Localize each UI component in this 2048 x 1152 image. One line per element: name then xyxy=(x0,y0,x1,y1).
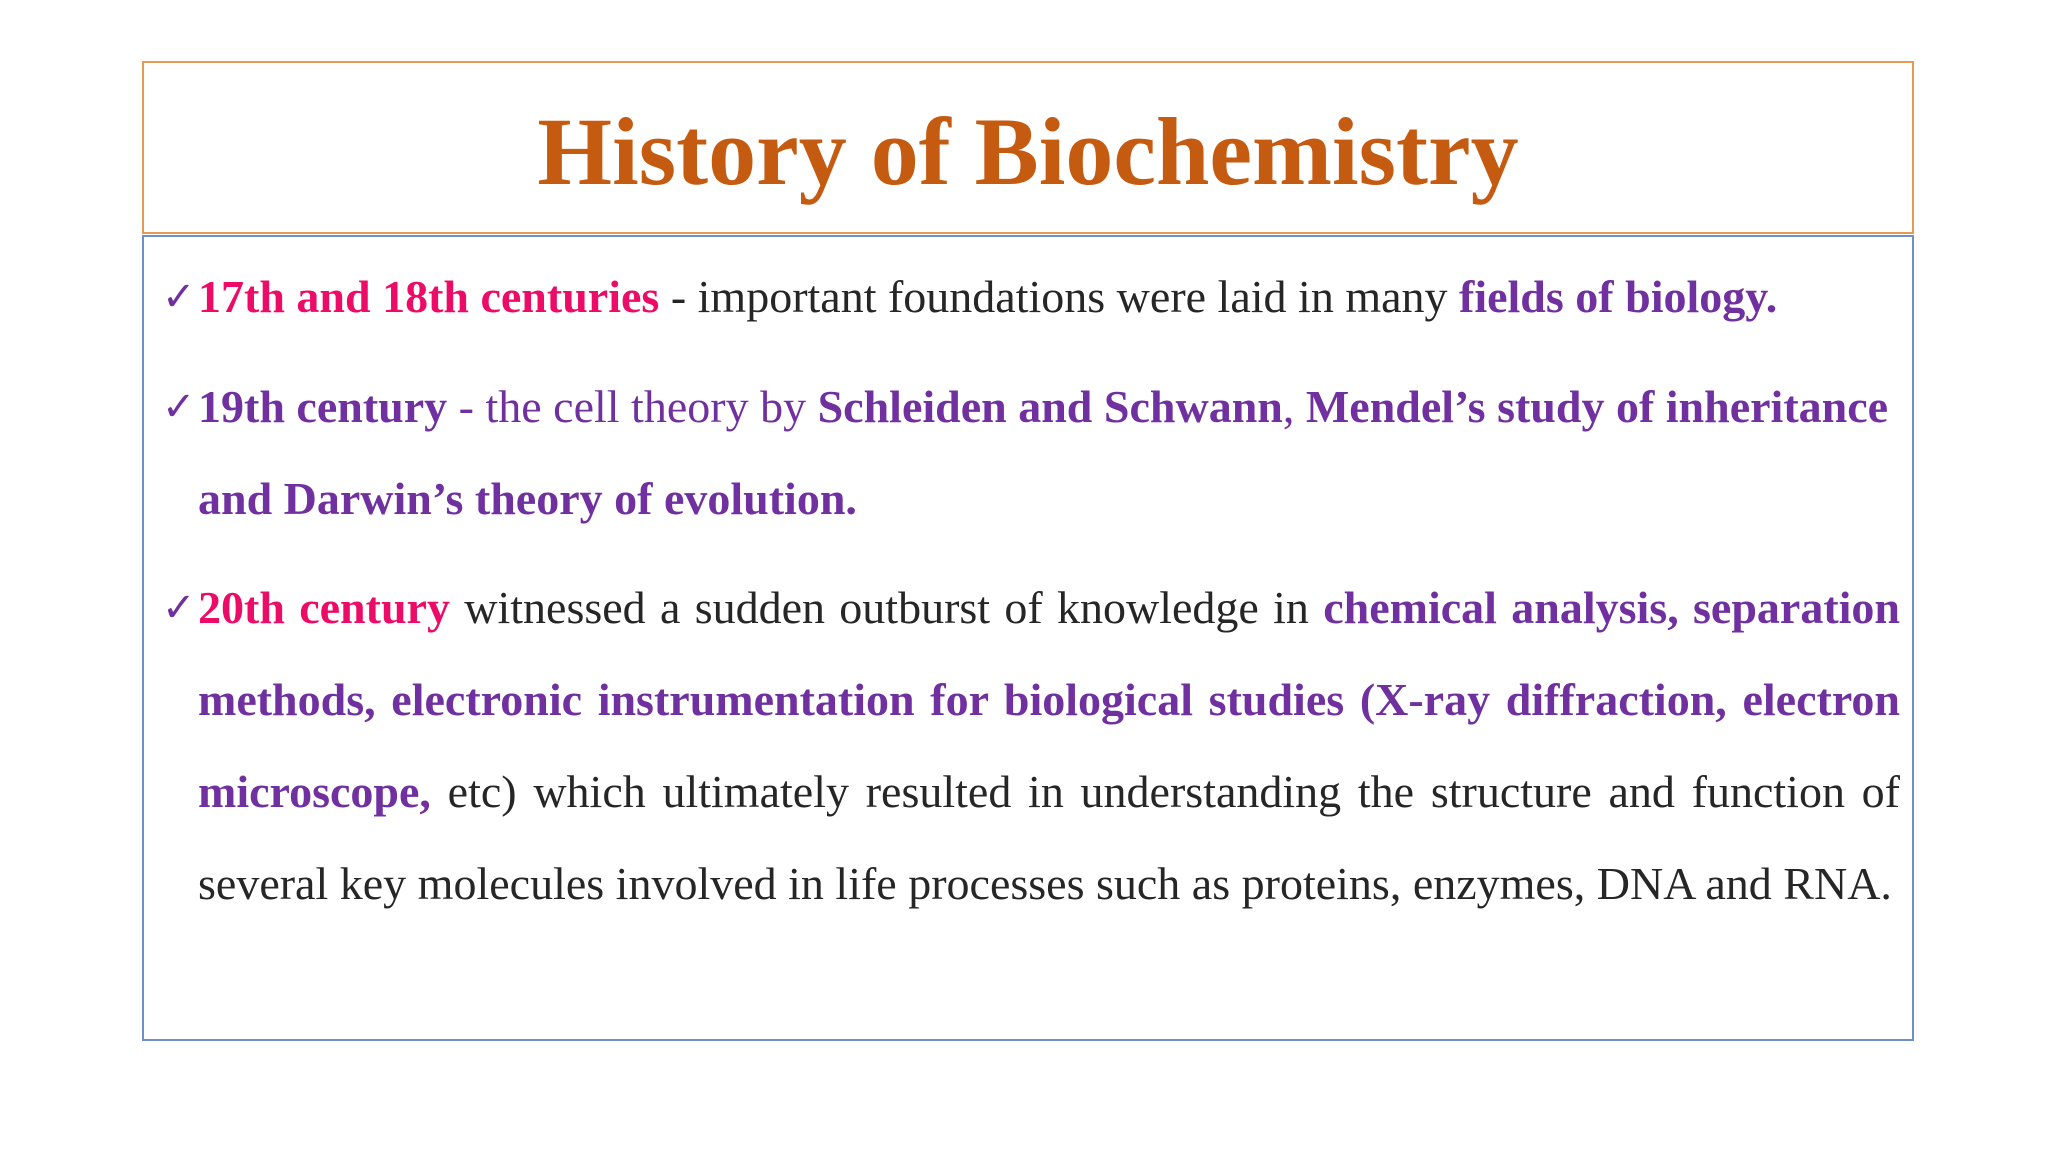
bullet-body: witnessed a sudden outburst of knowledge in xyxy=(449,582,1324,633)
bullet-highlight: Schleiden and Schwann xyxy=(817,381,1283,432)
title-box xyxy=(142,61,1914,234)
bullet-item-1 xyxy=(162,251,1900,343)
bullet-text xyxy=(162,562,1900,930)
checkmark-icon: ✓ xyxy=(162,384,196,430)
bullet-highlight: 19th century xyxy=(198,381,448,432)
bullet-text xyxy=(162,251,1900,343)
bullet-text xyxy=(162,361,1900,545)
bullet-body: etc) which ultimately resulted in understanding the structure and function of several key molecules involved in life processes such as proteins, enzymes, DNA and RNA. xyxy=(198,766,1900,909)
content-box xyxy=(142,235,1914,1041)
bullet-body: - the cell theory by xyxy=(447,381,818,432)
bullet-highlight: fields of biology. xyxy=(1459,271,1778,322)
bullet-highlight: 17th and 18th centuries xyxy=(198,271,660,322)
bullet-body: , xyxy=(1282,381,1306,432)
bullet-highlight: Mendel’s study of inheritance and Darwin’s theory of evolution. xyxy=(198,381,1889,524)
bullet-item-3 xyxy=(162,562,1900,930)
bullet-body: - important foundations were laid in many xyxy=(659,271,1460,322)
bullet-item-2 xyxy=(162,361,1900,545)
checkmark-icon: ✓ xyxy=(162,274,196,320)
bullet-highlight: chemical analysis, separation methods, electronic instrumentation for biological studies (X-ray diffraction, electron microscope, xyxy=(198,582,1900,817)
bullet-highlight: 20th century xyxy=(198,582,450,633)
slide-title: History of Biochemistry xyxy=(537,97,1519,205)
checkmark-icon: ✓ xyxy=(162,585,196,631)
